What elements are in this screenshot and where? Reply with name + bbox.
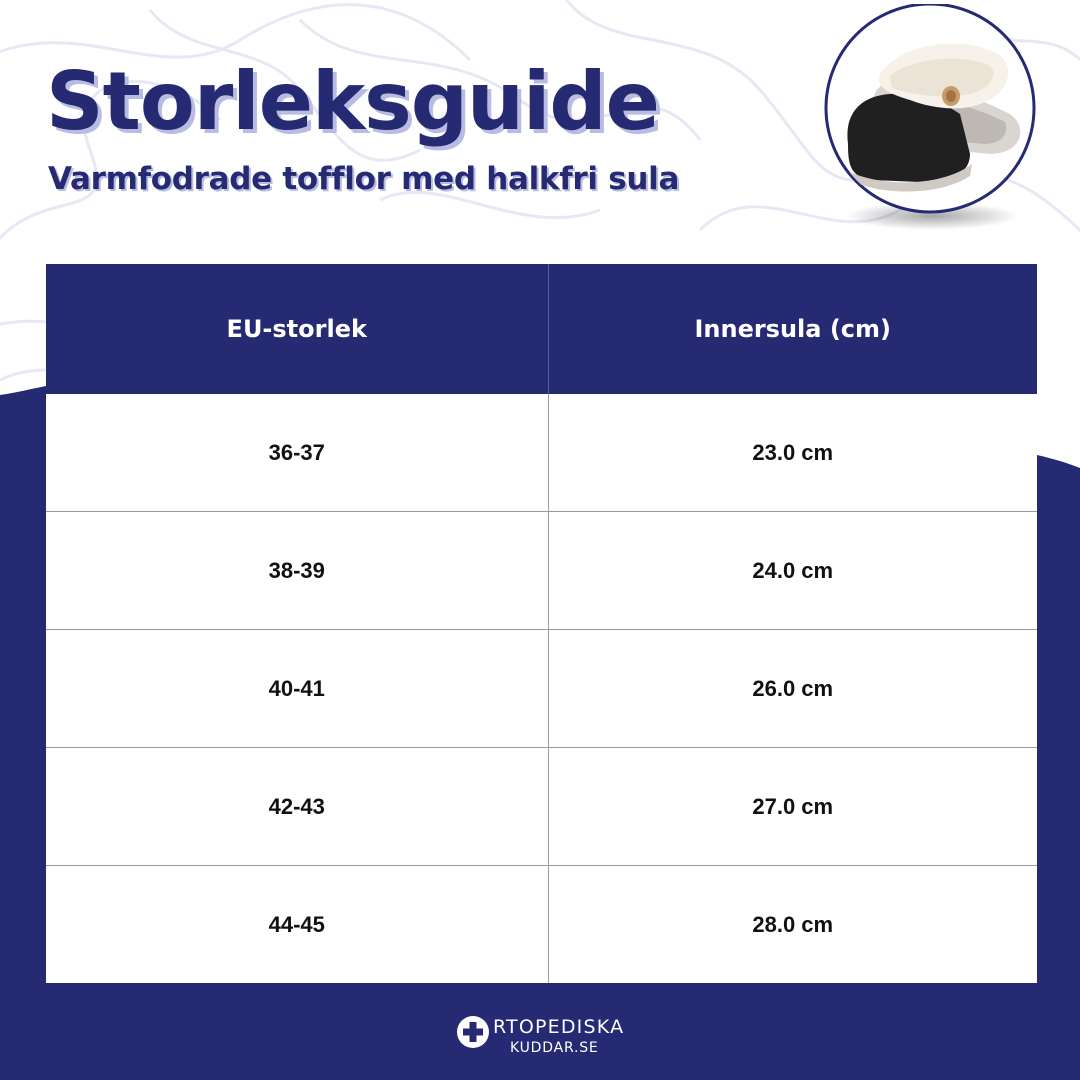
page-title: Storleksguide [46, 55, 659, 148]
eu-size-cell: 38-39 [46, 512, 548, 630]
eu-size-cell: 40-41 [46, 630, 548, 748]
insole-length-cell: 27.0 cm [548, 748, 1037, 866]
insole-length-cell: 28.0 cm [548, 866, 1037, 984]
insole-length-cell: 26.0 cm [548, 630, 1037, 748]
table-row [46, 394, 1037, 512]
insole-length-cell: 23.0 cm [548, 394, 1037, 512]
brand-name-line2: KUDDAR.SE [510, 1040, 599, 1056]
brand-logo [456, 1013, 646, 1059]
slipper-product-image [820, 4, 1042, 234]
eu-size-cell: 36-37 [46, 394, 548, 512]
table-header-row [46, 264, 1037, 394]
table-row [46, 630, 1037, 748]
column-header-insole-length: Innersula (cm) [548, 264, 1037, 394]
eu-size-cell: 42-43 [46, 748, 548, 866]
eu-size-cell: 44-45 [46, 866, 548, 984]
page-subtitle: Varmfodrade tofflor med halkfri sula [48, 161, 680, 197]
column-header-eu-size: EU-storlek [46, 264, 548, 394]
table-row [46, 748, 1037, 866]
table-row [46, 512, 1037, 630]
size-chart-table [46, 264, 1037, 983]
table-row [46, 866, 1037, 984]
medical-cross-icon [456, 1015, 490, 1049]
insole-length-cell: 24.0 cm [548, 512, 1037, 630]
brand-name-line1: RTOPEDISKA [493, 1016, 625, 1038]
